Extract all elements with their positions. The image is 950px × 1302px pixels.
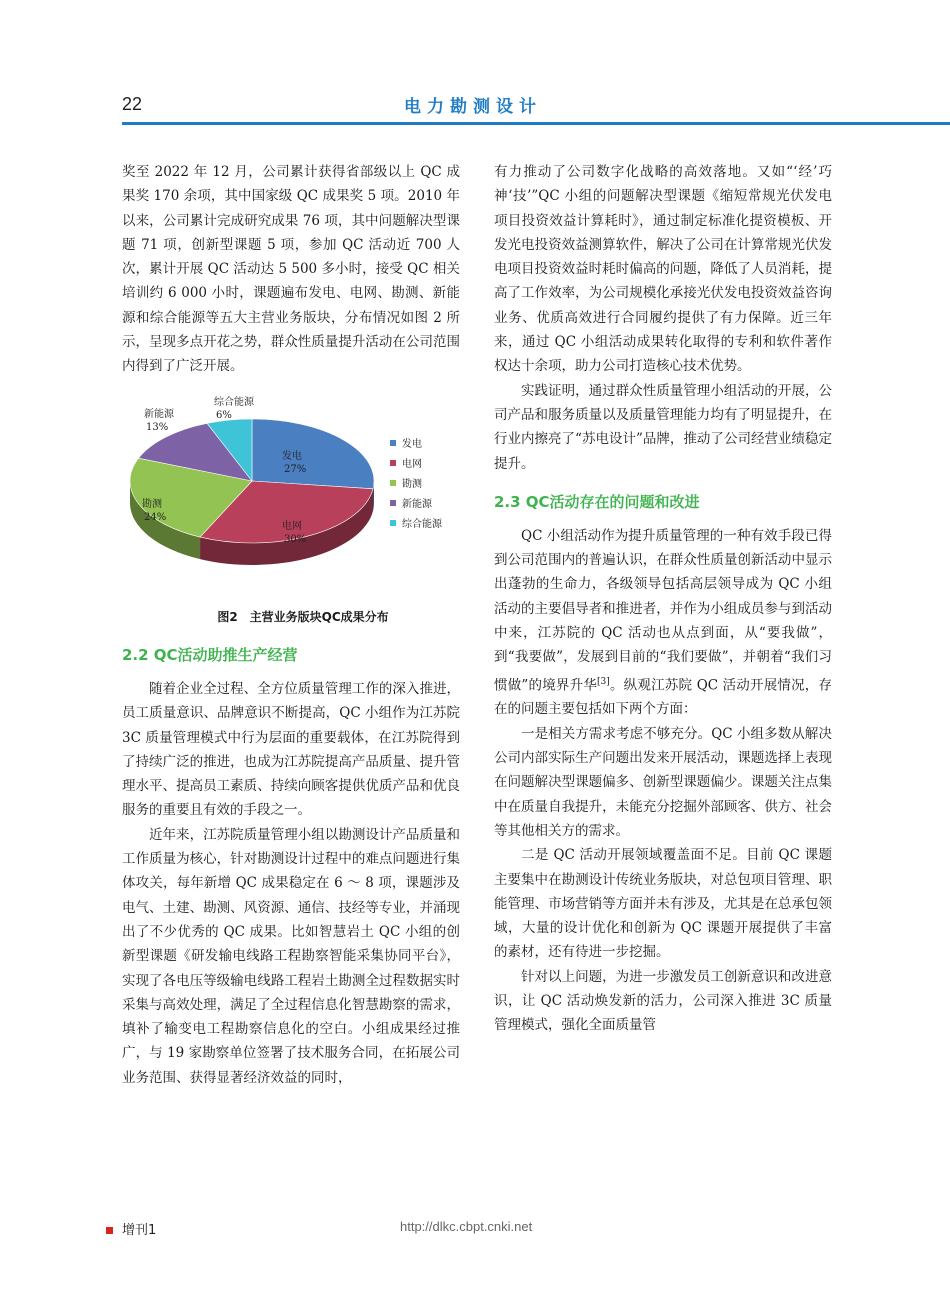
right-paragraph-2: 实践证明，通过群众性质量管理小组活动的开展，公司产品和服务质量以及质量管理能力均有了明显提升，在行业内擦亮了“苏电设计”品牌，推动了公司经营业绩稳定提升。: [494, 382, 832, 472]
footer-issue: 增刊1: [122, 1223, 157, 1238]
left-paragraph-3: 近年来，江苏院质量管理小组以勘测设计产品质量和工作质量为核心，针对勘测设计过程中的难点问题进行集体攻关，每年新增 QC 成果稳定在 6 ～ 8 项，课题涉及电气、土建、勘测、风资源、通信、技经等专业，并涌现出了不少优秀的 QC 成果。比如智慧岩土 QC 小组的创新型课题《研发输电线路工程勘察智能采集协同平台》，实现了各电压等级输电线路工程岩土勘测全过程数据实时采集与高效处理，满足了全过程信息化智慧勘察的需求，填补了输变电工程勘察信息化的空白。小组成果经过推广，与 19 家勘察单位签署了技术服务合同，在拓展公司业务范围、获得显著经济效益的同时，: [122, 826, 460, 1086]
pie-label-value-0: 27%: [284, 463, 307, 475]
legend-swatch-2: [390, 480, 396, 486]
pie-label-name-1: 电网: [282, 520, 302, 532]
pie-label-name-2: 勘测: [142, 498, 162, 510]
reference-3: [3]: [597, 676, 610, 687]
right-paragraph-6: 针对以上问题，为进一步激发员工创新意识和改进意识，让 QC 活动焕发新的活力，公司深入推进 3C 质量管理模式，强化全面质量管: [494, 968, 832, 1034]
left-column: [122, 160, 460, 1090]
legend-swatch-4: [390, 520, 396, 526]
legend-label-0: 发电: [402, 438, 422, 450]
figure-caption: 图2 主营业务版块QC成果分布: [217, 609, 389, 624]
legend-swatch-0: [390, 440, 396, 446]
pie-label-value-1: 30%: [284, 533, 307, 545]
pie-label-name-4: 综合能源: [214, 396, 254, 408]
footer-url: http://dlkc.cbpt.cnki.net: [400, 1219, 533, 1234]
right-paragraph-1: 有力推动了公司数字化战略的高效落地。又如“‘经’巧神‘技’”QC 小组的问题解决型课题《缩短常规光伏发电项目投资效益计算耗时》，通过制定标准化提资模板、开发光电投资效益测算软件，解决了公司在计算常规光伏发电项目投资效益时耗时偏高的问题，降低了人员消耗，提高了工作效率，为公司规模化承接光伏发电投资效益咨询业务、优质高效进行合同履约提供了有力保障。近三年来，通过 QC 小组活动成果转化取得的专利和软件著作权达十余项，助力公司打造核心技术优势。: [494, 164, 832, 375]
right-paragraph-3: [494, 524, 832, 722]
right-column: [494, 160, 832, 1038]
right-paragraph-5: 二是 QC 活动开展领域覆盖面不足。目前 QC 课题主要集中在勘测设计传统业务版块，对总包项目管理、职能管理、市场营销等方面并未有涉及，尤其是在总承包领域，大量的设计优化和创新为 QC 课题开展提供了丰富的素材，还有待进一步挖掘。: [494, 847, 832, 961]
legend-label-1: 电网: [402, 458, 422, 470]
header-rule: [122, 122, 950, 125]
pie-label-name-0: 发电: [282, 450, 302, 462]
legend-swatch-1: [390, 460, 396, 466]
footer-marker: [106, 1227, 113, 1234]
section-heading-2-2: 2.2 QC活动助推生产经营: [122, 645, 298, 664]
pie-label-value-2: 24%: [144, 511, 167, 523]
page-number: 22: [122, 94, 143, 114]
section-heading-2-3: 2.3 QC活动存在的问题和改进: [494, 492, 700, 511]
pie-label-value-3: 13%: [146, 421, 169, 433]
right-paragraph-4: 一是相关方需求考虑不够充分。QC 小组多数从解决公司内部实际生产问题出发来开展活动，课题选择上表现在问题解决型课题偏多、创新型课题偏少。课题关注点集中在质量自我提升，未能充分挖掘外部顾客、供方、社会等其他相关方的需求。: [494, 725, 832, 839]
pie-label-name-3: 新能源: [144, 408, 174, 420]
journal-title: 电力勘测设计: [404, 97, 542, 117]
right-paragraph-3-tail: 。纵观江苏院 QC 活动开展情况，存在的问题主要包括如下两个方面：: [494, 677, 832, 718]
legend-label-3: 新能源: [402, 498, 432, 510]
pie-slice-发电: [252, 419, 374, 489]
left-paragraph-1: 奖至 2022 年 12 月，公司累计获得省部级以上 QC 成果奖 170 余项，其中国家级 QC 成果奖 5 项。2010 年以来，公司累计完成研究成果 76 项，其中问题解决型课题 71 项，创新型课题 5 项，参加 QC 活动近 700 人次，累计开展 QC 活动达 5 500 多小时，接受 QC 相关培训约 6 000 小时，课题遍布发电、电网、勘测、新能源和综合能源等五大主营业务版块，分布情况如图 2 所示，呈现多点开花之势，群众性质量提升活动在公司范围内得到了广泛开展。: [122, 164, 460, 375]
pie-label-value-4: 6%: [216, 409, 232, 421]
legend-label-2: 勘测: [402, 478, 422, 490]
left-paragraph-2: 随着企业全过程、全方位质量管理工作的深入推进，员工质量意识、品牌意识不断提高，QC 小组作为江苏院 3C 质量管理模式中行为层面的重要载体，在江苏院得到了持续广泛的推进，也成为江苏院提高产品质量、提升管理水平、提高员工素质、持续向顾客提供优质产品和优良服务的重要且有效的手段之一。: [122, 680, 460, 819]
pie-chart: [122, 381, 460, 601]
legend-label-4: 综合能源: [402, 518, 442, 530]
right-paragraph-3-text: QC 小组活动作为提升质量管理的一种有效手段已得到公司范围内的普遍认识，在群众性质量创新活动中显示出蓬勃的生命力，各级领导包括高层领导成为 QC 小组活动的主要倡导者和推进者，并作为小组成员参与到活动中来，江苏院的 QC 活动也从点到面，从“要我做”，到“我要做”，发展到目前的“我们要做”，并朝着“我们习惯做”的境界升华: [494, 527, 832, 694]
figure-2: [122, 381, 460, 601]
legend-swatch-3: [390, 500, 396, 506]
